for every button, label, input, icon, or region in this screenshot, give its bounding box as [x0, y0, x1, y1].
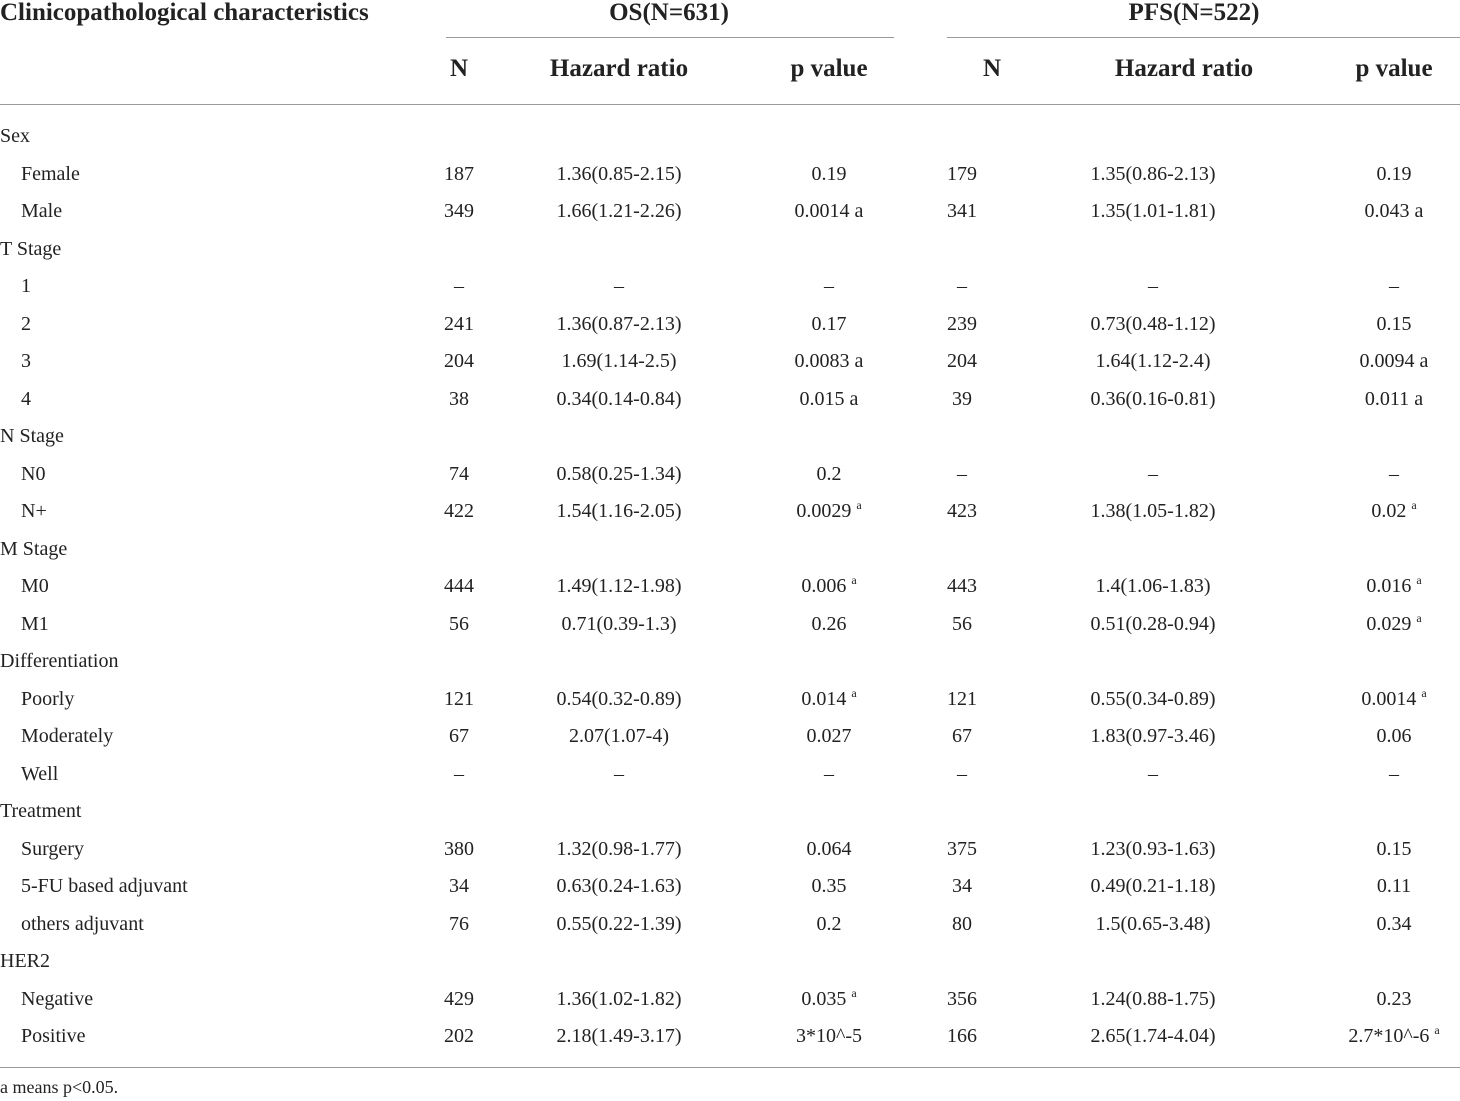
- os-hr-cell: [557, 574, 682, 598]
- os-group-header: OS(N=631): [609, 0, 729, 26]
- significance-marker: a: [1419, 350, 1429, 372]
- os-n-value: 444: [444, 575, 474, 597]
- row-label: Surgery: [21, 837, 84, 860]
- row-label: 1: [21, 275, 31, 297]
- os-n-header: N: [449, 55, 469, 82]
- os-hr-value: 0.54(0.32-0.89): [556, 687, 682, 710]
- os-n-cell: [454, 762, 464, 786]
- os-p-value: 0.0083: [794, 350, 850, 372]
- significance-marker: a: [854, 200, 864, 222]
- pfs-p-cell: [1377, 724, 1412, 748]
- os-p-cell: [817, 462, 842, 486]
- os-hr-value: –: [614, 762, 624, 785]
- os-n-cell: [444, 687, 474, 711]
- os-n-value: 121: [444, 687, 474, 710]
- pfs-p-value: 0.0014: [1361, 687, 1417, 710]
- os-n-value: 76: [449, 912, 469, 935]
- os-n-value: 56: [449, 612, 469, 635]
- pfs-p-value: 0.011: [1364, 387, 1410, 410]
- os-hr-value: 1.36(1.02-1.82): [556, 987, 682, 1010]
- pfs-hr-value: 1.5(0.65-3.48): [1095, 912, 1211, 935]
- row-label: M0: [21, 575, 49, 597]
- pfs-n-cell: [957, 274, 967, 298]
- pfs-n-value: 56: [952, 612, 972, 635]
- pfs-n-value: –: [957, 462, 967, 485]
- pfs-p-value: –: [1389, 275, 1399, 297]
- os-n-cell: [449, 912, 469, 936]
- row-label: 5-FU based adjuvant: [21, 875, 188, 897]
- pfs-hr-value: –: [1148, 275, 1158, 297]
- os-hr-value: 0.58(0.25-1.34): [556, 462, 682, 485]
- os-n-value: 34: [449, 875, 469, 897]
- pfs-p-cell: [1389, 762, 1399, 786]
- pfs-n-value: 341: [947, 200, 977, 222]
- os-p-cell: [801, 987, 856, 1011]
- os-n-value: 241: [444, 312, 474, 335]
- os-hr-cell: [614, 274, 624, 298]
- group-label: Sex: [0, 125, 30, 147]
- pfs-hr-cell: [1148, 462, 1158, 486]
- os-p-value: 0.0029: [796, 500, 852, 522]
- os-n-value: 187: [444, 162, 474, 185]
- pfs-n-value: 179: [947, 162, 977, 185]
- pfs-n-value: 34: [952, 875, 972, 897]
- os-p-cell: [824, 274, 834, 298]
- pfs-n-cell: [957, 462, 967, 486]
- row-label: Male: [21, 200, 63, 222]
- os-n-value: 74: [449, 462, 469, 485]
- os-n-value: –: [454, 275, 464, 297]
- pfs-hr-value: 1.35(1.01-1.81): [1090, 200, 1216, 222]
- pfs-p-cell: [1361, 687, 1426, 711]
- os-p-value: 0.0014: [794, 200, 850, 222]
- pfs-hr-value: 0.49(0.21-1.18): [1090, 875, 1216, 897]
- pfs-p-cell: [1377, 162, 1412, 186]
- os-n-cell: [444, 349, 474, 373]
- pfs-n-cell: [947, 837, 977, 861]
- os-hr-cell: [557, 987, 682, 1011]
- os-hr-value: 1.54(1.16-2.05): [556, 500, 682, 522]
- pfs-n-value: 80: [952, 912, 972, 935]
- pfs-hr-cell: [1091, 724, 1216, 748]
- os-p-cell: [796, 499, 861, 523]
- pfs-hr-cell: [1091, 162, 1216, 186]
- pfs-n-value: 67: [952, 725, 972, 747]
- os-hr-cell: [557, 312, 682, 336]
- significance-superscript: a: [851, 985, 857, 1000]
- pfs-hr-cell: [1091, 837, 1216, 861]
- os-p-cell: [795, 199, 864, 223]
- os-p-value: 0.027: [806, 725, 852, 747]
- pfs-n-value: 204: [947, 350, 977, 372]
- pfs-n-cell: [947, 1024, 977, 1048]
- os-n-cell: [449, 462, 469, 486]
- pfs-p-cell: [1377, 312, 1412, 336]
- os-p-value: 0.2: [816, 912, 842, 935]
- pfs-p-cell: [1366, 574, 1421, 598]
- pfs-n-value: 443: [947, 575, 977, 597]
- pfs-n-cell: [947, 349, 977, 373]
- os-group-rule: [446, 37, 894, 38]
- row-label: N0: [21, 462, 46, 485]
- pfs-n-cell: [947, 987, 977, 1011]
- pfs-hr-value: –: [1148, 762, 1158, 785]
- pfs-p-value: –: [1389, 462, 1399, 485]
- os-n-value: 204: [444, 350, 474, 372]
- os-p-cell: [801, 574, 856, 598]
- pfs-p-value: 0.016: [1366, 575, 1412, 597]
- table-bottom-rule: [0, 1067, 1460, 1068]
- pfs-p-value: 0.02: [1371, 500, 1407, 522]
- pfs-n-header: N: [982, 55, 1002, 82]
- pfs-n-cell: [952, 874, 972, 898]
- os-p-value: 0.064: [806, 837, 852, 860]
- pfs-hr-value: 2.65(1.74-4.04): [1090, 1025, 1216, 1047]
- os-hr-value: 0.55(0.22-1.39): [556, 912, 682, 935]
- row-label: N+: [21, 500, 47, 522]
- os-p-header: p value: [790, 55, 868, 82]
- os-p-value: 0.006: [801, 575, 847, 597]
- os-hr-cell: [557, 199, 682, 223]
- pfs-n-cell: [957, 762, 967, 786]
- os-hr-cell: [562, 612, 677, 636]
- os-p-value: –: [824, 275, 834, 297]
- pfs-p-value: 0.06: [1376, 725, 1412, 747]
- os-p-value: 0.19: [811, 162, 847, 185]
- pfs-n-value: –: [957, 762, 967, 785]
- os-hr-cell: [557, 874, 682, 898]
- pfs-p-cell: [1377, 874, 1411, 898]
- pfs-hr-header: Hazard ratio: [1114, 55, 1254, 82]
- row-label: Poorly: [21, 687, 75, 710]
- os-p-value: 0.035: [801, 987, 847, 1010]
- os-hr-cell: [557, 912, 682, 936]
- pfs-hr-cell: [1096, 912, 1211, 936]
- os-p-value: 0.35: [811, 875, 847, 897]
- os-n-cell: [449, 387, 469, 411]
- pfs-n-cell: [947, 162, 977, 186]
- pfs-p-value: 0.19: [1376, 162, 1412, 185]
- os-hr-value: 1.36(0.85-2.15): [556, 162, 682, 185]
- significance-superscript: a: [851, 573, 857, 587]
- pfs-n-value: 39: [952, 387, 972, 410]
- pfs-hr-cell: [1091, 687, 1216, 711]
- pfs-hr-cell: [1096, 349, 1211, 373]
- os-hr-value: 0.71(0.39-1.3): [561, 612, 677, 635]
- significance-superscript: a: [1411, 498, 1417, 512]
- pfs-hr-value: –: [1148, 462, 1158, 485]
- pfs-p-value: 0.15: [1376, 837, 1412, 860]
- pfs-hr-cell: [1096, 574, 1211, 598]
- pfs-hr-cell: [1091, 499, 1216, 523]
- pfs-hr-value: 1.23(0.93-1.63): [1090, 837, 1216, 860]
- os-p-value: 3*10^-5: [795, 1025, 863, 1047]
- pfs-n-value: 121: [947, 687, 977, 710]
- os-n-value: 422: [444, 500, 474, 522]
- pfs-n-cell: [947, 574, 977, 598]
- pfs-group-header: PFS(N=522): [1128, 0, 1260, 26]
- significance-superscript: a: [1416, 610, 1422, 625]
- pfs-n-cell: [952, 912, 972, 936]
- pfs-hr-value: 1.38(1.05-1.82): [1090, 500, 1216, 522]
- significance-marker: a: [1414, 200, 1424, 222]
- significance-superscript: a: [856, 498, 862, 512]
- pfs-hr-cell: [1091, 387, 1216, 411]
- os-n-value: 380: [444, 837, 474, 860]
- significance-superscript: a: [1421, 685, 1427, 700]
- pfs-n-cell: [952, 612, 972, 636]
- row-label: Female: [21, 162, 80, 185]
- os-n-value: 429: [444, 987, 474, 1010]
- os-n-value: 349: [444, 200, 474, 222]
- pfs-p-value: 0.23: [1376, 987, 1412, 1010]
- row-label: 2: [21, 312, 31, 335]
- row-label: Negative: [21, 987, 94, 1010]
- pfs-hr-value: 1.35(0.86-2.13): [1090, 162, 1216, 185]
- os-hr-cell: [557, 162, 682, 186]
- os-n-cell: [444, 837, 474, 861]
- pfs-hr-cell: [1091, 874, 1216, 898]
- os-n-cell: [444, 199, 474, 223]
- pfs-n-cell: [947, 199, 977, 223]
- pfs-hr-cell: [1091, 199, 1216, 223]
- os-hr-cell: [557, 687, 682, 711]
- os-p-value: 0.2: [816, 462, 842, 485]
- os-p-cell: [807, 724, 852, 748]
- os-p-value: 0.014: [801, 687, 847, 710]
- os-hr-cell: [557, 499, 682, 523]
- footnote: a means p<0.05.: [0, 1077, 119, 1097]
- os-p-cell: [812, 874, 847, 898]
- pfs-n-cell: [952, 724, 972, 748]
- row-label: M1: [21, 612, 49, 635]
- pfs-n-cell: [952, 387, 972, 411]
- os-n-cell: [449, 612, 469, 636]
- characteristics-header: Clinicopathological characteristics: [0, 0, 369, 26]
- header-bottom-rule: [0, 104, 1460, 105]
- os-hr-cell: [557, 1024, 682, 1048]
- group-label: T Stage: [0, 237, 62, 260]
- os-p-cell: [801, 687, 856, 711]
- os-p-cell: [812, 612, 847, 636]
- os-n-value: 38: [449, 387, 469, 410]
- group-label: M Stage: [0, 537, 68, 560]
- pfs-n-cell: [947, 499, 977, 523]
- pfs-p-value: 0.15: [1376, 312, 1412, 335]
- pfs-n-value: 375: [947, 837, 977, 860]
- group-label: Differentiation: [0, 650, 119, 672]
- pfs-hr-value: 0.51(0.28-0.94): [1090, 612, 1216, 635]
- pfs-hr-value: 0.36(0.16-0.81): [1090, 387, 1216, 410]
- pfs-p-cell: [1371, 499, 1416, 523]
- significance-superscript: a: [1434, 1023, 1440, 1037]
- pfs-hr-value: 1.24(0.88-1.75): [1090, 987, 1216, 1010]
- os-p-value: 0.26: [811, 612, 847, 635]
- pfs-hr-cell: [1091, 1024, 1216, 1048]
- os-p-cell: [796, 1024, 862, 1048]
- os-hr-cell: [557, 837, 682, 861]
- group-label: N Stage: [0, 425, 64, 447]
- group-label: Treatment: [0, 800, 82, 822]
- pfs-p-cell: [1377, 912, 1412, 936]
- os-hr-value: 2.18(1.49-3.17): [556, 1025, 682, 1047]
- os-hr-value: 0.63(0.24-1.63): [556, 875, 682, 897]
- pfs-group-rule: [947, 37, 1460, 38]
- pfs-n-value: 239: [947, 312, 977, 335]
- pfs-hr-value: 1.64(1.12-2.4): [1095, 350, 1211, 372]
- pfs-p-value: 0.11: [1376, 875, 1412, 897]
- row-label: Positive: [21, 1025, 86, 1047]
- os-p-cell: [812, 162, 847, 186]
- os-n-cell: [444, 1024, 474, 1048]
- os-hr-value: 1.32(0.98-1.77): [556, 837, 682, 860]
- pfs-n-cell: [947, 687, 977, 711]
- pfs-p-cell: [1348, 1024, 1439, 1048]
- pfs-n-value: 166: [947, 1025, 977, 1047]
- pfs-p-value: 2.7*10^-6: [1348, 1025, 1430, 1047]
- pfs-hr-value: 1.4(1.06-1.83): [1095, 575, 1211, 597]
- pfs-p-cell: [1360, 349, 1429, 373]
- os-n-value: 202: [444, 1025, 474, 1047]
- os-n-value: –: [454, 762, 464, 785]
- pfs-p-cell: [1365, 387, 1423, 411]
- os-hr-value: 1.36(0.87-2.13): [556, 312, 682, 335]
- row-label: others adjuvant: [21, 912, 144, 935]
- os-hr-value: 1.66(1.21-2.26): [556, 200, 682, 222]
- group-label: HER2: [0, 950, 50, 972]
- os-n-cell: [444, 574, 474, 598]
- significance-marker: a: [1414, 387, 1424, 410]
- os-n-cell: [449, 724, 469, 748]
- pfs-hr-cell: [1091, 612, 1216, 636]
- os-p-value: 0.015: [799, 387, 845, 410]
- pfs-p-value: –: [1389, 762, 1399, 785]
- os-n-cell: [454, 274, 464, 298]
- os-hr-value: 1.69(1.14-2.5): [561, 350, 677, 372]
- pfs-p-cell: [1389, 462, 1399, 486]
- pfs-n-value: –: [957, 275, 967, 297]
- pfs-n-cell: [947, 312, 977, 336]
- significance-marker: a: [854, 350, 864, 372]
- os-hr-cell: [569, 724, 669, 748]
- significance-marker: a: [849, 387, 859, 410]
- significance-superscript: a: [1416, 573, 1422, 587]
- os-p-cell: [817, 912, 842, 936]
- pfs-p-value: 0.0094: [1359, 350, 1415, 372]
- row-label: 4: [21, 387, 31, 410]
- pfs-p-cell: [1389, 274, 1399, 298]
- os-p-cell: [812, 312, 847, 336]
- os-hr-value: 0.34(0.14-0.84): [556, 387, 682, 410]
- pfs-hr-value: 0.55(0.34-0.89): [1090, 687, 1216, 710]
- pfs-hr-cell: [1148, 274, 1158, 298]
- pfs-p-value: 0.34: [1376, 912, 1412, 935]
- os-hr-cell: [562, 349, 677, 373]
- pfs-n-value: 423: [947, 500, 977, 522]
- row-label: Moderately: [21, 725, 114, 747]
- pfs-p-value: 0.043: [1364, 200, 1410, 222]
- pfs-hr-value: 1.83(0.97-3.46): [1090, 725, 1216, 747]
- os-p-cell: [795, 349, 864, 373]
- pfs-hr-cell: [1091, 987, 1216, 1011]
- os-n-cell: [449, 874, 469, 898]
- os-n-cell: [444, 312, 474, 336]
- pfs-p-cell: [1366, 612, 1421, 636]
- pfs-p-value: 0.029: [1366, 612, 1412, 635]
- os-p-value: 0.17: [811, 312, 847, 335]
- pfs-p-cell: [1377, 837, 1412, 861]
- pfs-p-cell: [1377, 987, 1412, 1011]
- os-hr-value: 1.49(1.12-1.98): [556, 575, 682, 597]
- os-hr-cell: [557, 462, 682, 486]
- os-n-cell: [444, 987, 474, 1011]
- pfs-hr-value: 0.73(0.48-1.12): [1090, 312, 1216, 335]
- os-p-value: –: [824, 762, 834, 785]
- os-n-cell: [444, 162, 474, 186]
- row-label: 3: [21, 350, 31, 372]
- row-label: Well: [21, 762, 59, 785]
- os-p-cell: [807, 837, 852, 861]
- os-hr-value: –: [614, 275, 624, 297]
- pfs-hr-cell: [1091, 312, 1216, 336]
- os-p-cell: [800, 387, 859, 411]
- os-hr-value: 2.07(1.07-4): [569, 725, 669, 747]
- os-n-cell: [444, 499, 474, 523]
- os-hr-cell: [614, 762, 624, 786]
- os-hr-header: Hazard ratio: [549, 55, 689, 82]
- pfs-n-value: 356: [947, 987, 977, 1010]
- pfs-p-cell: [1365, 199, 1424, 223]
- os-p-cell: [824, 762, 834, 786]
- os-hr-cell: [557, 387, 682, 411]
- os-n-value: 67: [449, 725, 469, 747]
- pfs-hr-cell: [1148, 762, 1158, 786]
- pfs-p-header: p value: [1355, 55, 1433, 82]
- significance-superscript: a: [851, 685, 857, 700]
